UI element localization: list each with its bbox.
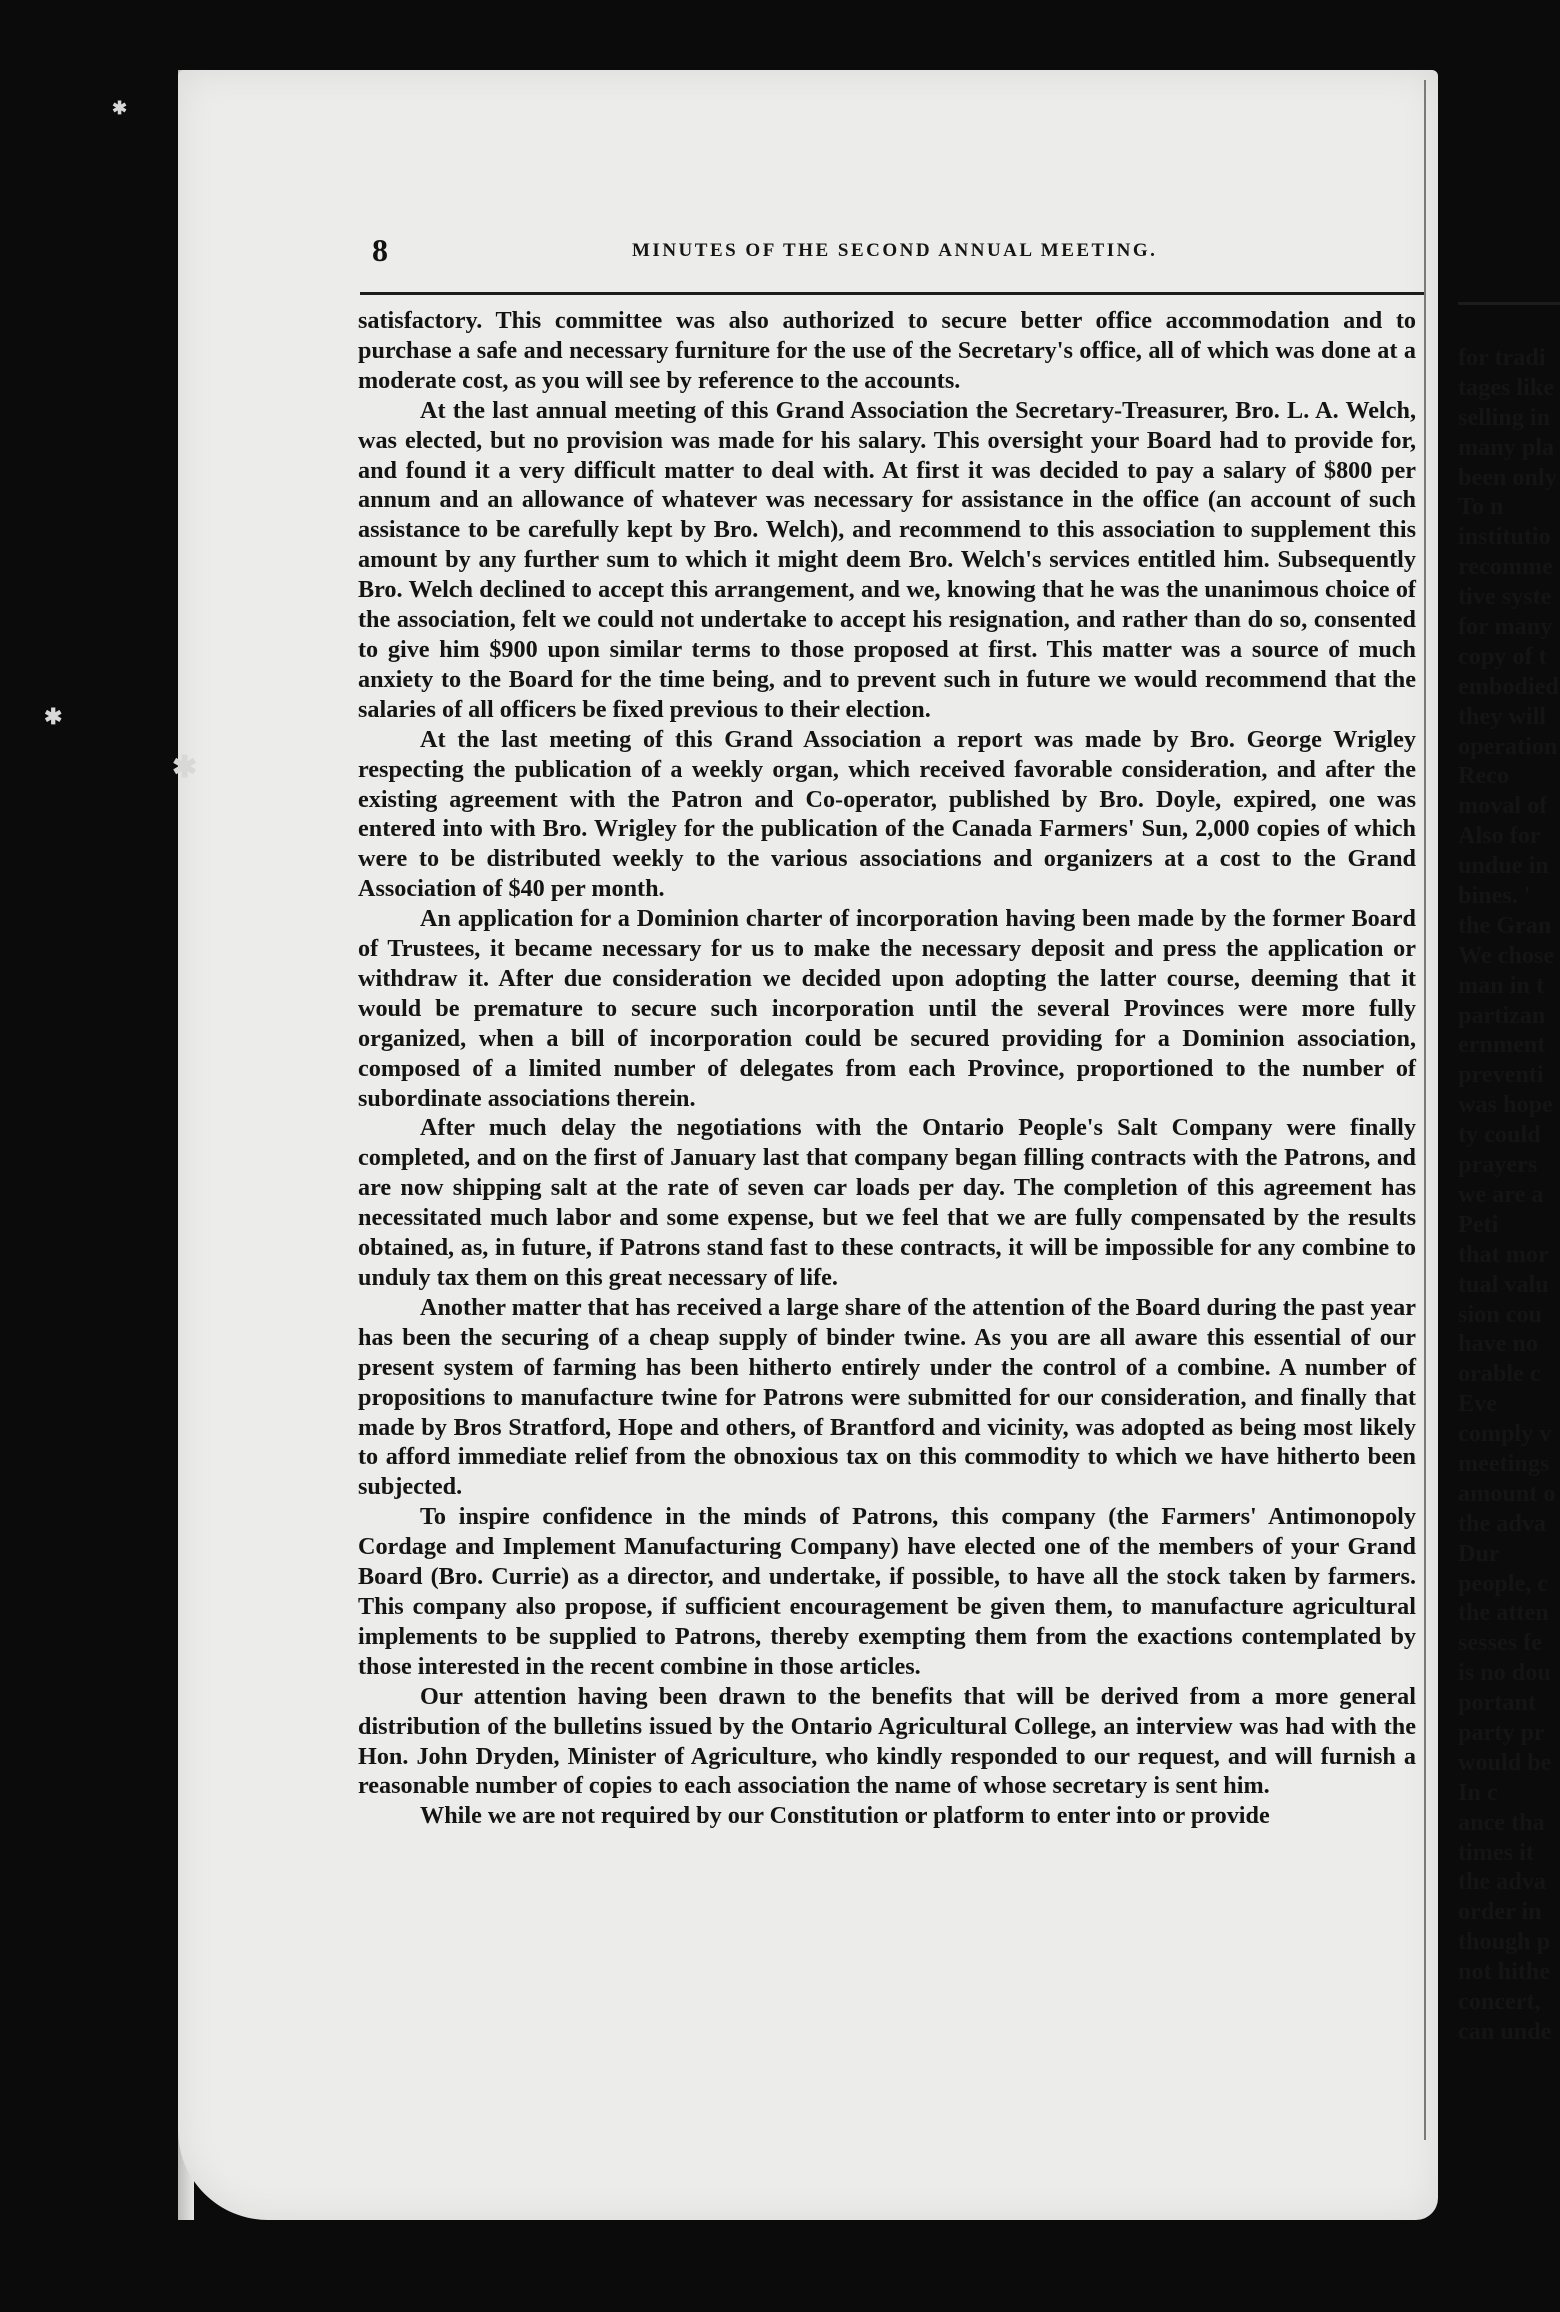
adjacent-line: comply v — [1458, 1420, 1552, 1448]
header-rule — [360, 292, 1424, 295]
adjacent-line: people, c — [1458, 1569, 1549, 1597]
adjacent-line: for many — [1458, 613, 1553, 641]
running-title: MINUTES OF THE SECOND ANNUAL MEETING. — [632, 240, 1158, 261]
margin-speck: ✱ — [172, 751, 198, 784]
adjacent-line: moval of — [1458, 792, 1548, 820]
paragraph: At the last meeting of this Grand Association a report was made by Bro. George Wrigley respecting the publication of a weekly organ, which received favorable consideration, and after the existing agreement with the Patron and Co-operator, published by Bro. Doyle, expired, one was entered into with Bro. Wrigley for the publication of the Canada Farmers' Sun, 2,000 copies of which were to be distributed weekly to the various associations and organizers at a cost to the Grand Association of $40 per month. — [358, 725, 1416, 903]
adjacent-line: sesses fe — [1458, 1629, 1542, 1657]
adjacent-header-rule — [1458, 302, 1560, 305]
adjacent-line: Reco — [1458, 762, 1510, 790]
paragraph: Another matter that has received a large share of the attention of the Board during the past year has been the securing of a cheap supply of binder twine. As you are all aware this essential of our present system of farming has been hitherto entirely under the control of a combine. A number of propositions to manufacture twine for Patrons were submitted for our consideration, and finally that made by Bros Stratford, Hope and others, of Brantford and vicinity, was adopted as being most likely to afford immediate relief from the obnoxious tax on this commodity to which we have hitherto been subjected. — [358, 1293, 1416, 1501]
adjacent-line: In c — [1458, 1778, 1498, 1806]
adjacent-line: was hope — [1458, 1091, 1553, 1119]
adjacent-line: tual valu — [1458, 1270, 1549, 1298]
adjacent-line: partizan — [1458, 1001, 1546, 1029]
page-number: 8 — [372, 232, 388, 268]
adjacent-line: preventi — [1458, 1061, 1544, 1089]
adjacent-line: would be — [1458, 1748, 1552, 1776]
adjacent-line: Also for — [1458, 822, 1541, 850]
adjacent-line: To n — [1458, 493, 1504, 521]
adjacent-line: man in t — [1458, 971, 1545, 999]
adjacent-line: the atten — [1458, 1599, 1549, 1627]
adjacent-line: prayers — [1458, 1151, 1538, 1179]
adjacent-line: many pla — [1458, 433, 1555, 461]
adjacent-line: ty could — [1458, 1121, 1541, 1149]
adjacent-line: amount o — [1458, 1479, 1556, 1507]
adjacent-line: Eve — [1458, 1390, 1497, 1418]
paragraph: After much delay the negotiations with the Ontario People's Salt Company were finally completed, and on the first of January last that company began filling contracts with the Patrons, and are now shipping salt at the rate of seven car loads per day. The completion of this agreement has necessitated much labor and some expense, but we feel that we are fully compensated by the results obtained, as, in future, if Patrons stand fast to these contracts, it will be impossible for any combine to unduly tax them on this great necessary of life. — [358, 1114, 1416, 1291]
column-divider — [1424, 80, 1426, 2140]
paragraph: Our attention having been drawn to the benefits that will be derived from a more general distribution of the bulletins issued by the Ontario Agricultural College, an interview was had with the Hon. John Dryden, Minister of Agriculture, who kindly responded to our request, and will furnish a reasonable number of copies to each association the name of whose secretary is sent him. — [358, 1682, 1416, 1800]
paragraph: At the last annual meeting of this Grand Association the Secretary-Treasurer, Bro. L. A. Welch, was elected, but no provision was made for his salary. This oversight your Board had to provide for, and found it a very difficult matter to deal with. At first it was decided to pay a salary of $800 per annum and an allowance of whatever was necessary for assistance in the office (an account of such assistance to be carefully kept by Bro. Welch), and recommend to this association to supplement this amount by any further sum to which it might deem Bro. Welch's services entitled him. Subsequently Bro. Welch declined to accept this arrangement, and we, knowing that he was the unanimous choice of the association, felt we could not undertake to accept his resignation, and rather than do so, consented to give him $900 upon similar terms to those proposed at first. This matter was a source of much anxiety to the Board for the time being, and to prevent such in future we would recommend that the salaries of all officers be fixed previous to their election. — [358, 396, 1416, 723]
adjacent-line: ance tha — [1458, 1808, 1545, 1836]
adjacent-line: institutio — [1458, 523, 1551, 551]
adjacent-line: not hithe — [1458, 1958, 1551, 1986]
paragraph: To inspire confidence in the minds of Patrons, this company (the Farmers' Antimonopoly Cordage and Implement Manufacturing Company) have elected one of the members of your Grand Board (Bro. Currie) as a director, and undertake, if possible, to have all the stock taken by farmers. This company also propose, if sufficient encouragement be given them, to manufacture agricultural implements to be supplied to Patrons, thereby exempting them from the exactions contemplated by those interested in the recent combine in those articles. — [358, 1503, 1416, 1680]
paragraph: While we are not required by our Constitution or platform to enter into or provide — [420, 1802, 1270, 1830]
margin-speck: ✱ — [112, 98, 128, 118]
adjacent-line: is no dou — [1458, 1659, 1551, 1687]
adjacent-line: party pr — [1458, 1718, 1545, 1746]
margin-speck: ✱ — [44, 704, 63, 729]
adjacent-line: been only — [1458, 463, 1557, 491]
adjacent-line: order in — [1458, 1898, 1542, 1926]
adjacent-line: portant — [1458, 1689, 1536, 1717]
main-text-column — [358, 306, 1416, 1831]
adjacent-line: embodied — [1458, 672, 1559, 700]
adjacent-line: Peti — [1458, 1210, 1499, 1238]
adjacent-line: we are a — [1458, 1180, 1544, 1208]
adjacent-line: bines. ' — [1458, 882, 1531, 910]
adjacent-line: sion cou — [1458, 1300, 1543, 1328]
adjacent-line: Dur — [1458, 1539, 1500, 1567]
adjacent-line: though p — [1458, 1928, 1551, 1956]
adjacent-line: recomme — [1458, 553, 1553, 581]
adjacent-line: undue in — [1458, 852, 1549, 880]
adjacent-line: tive syste — [1458, 583, 1552, 611]
adjacent-line: for tradi — [1458, 344, 1546, 371]
adjacent-line: selling in — [1458, 403, 1551, 431]
adjacent-line: they will — [1458, 702, 1547, 730]
adjacent-line: the adva — [1458, 1868, 1547, 1896]
adjacent-line: times it — [1458, 1838, 1534, 1866]
adjacent-line: concert, — [1458, 1987, 1541, 2015]
adjacent-page-column — [1458, 306, 1560, 2045]
adjacent-line: can unde — [1458, 2017, 1552, 2045]
adjacent-line: the Gran — [1458, 911, 1552, 939]
adjacent-line: We chose — [1458, 941, 1555, 969]
paragraph: An application for a Dominion charter of incorporation having been made by the former Board of Trustees, it became necessary for us to make the necessary deposit and press the application or withdraw it. After due consideration we decided upon adopting the latter course, deeming that it would be premature to secure such incorporation until the several Provinces were more fully organized, when a bill of incorporation could be secured providing for a Dominion association, composed of a limited number of delegates from each Province, proportioned to the number of subordinate associations therein. — [358, 905, 1416, 1112]
adjacent-line: have no — [1458, 1330, 1538, 1358]
adjacent-line: meetings — [1458, 1449, 1550, 1477]
adjacent-line: orable c — [1458, 1360, 1541, 1388]
adjacent-line: that mor — [1458, 1240, 1549, 1268]
paragraph: satisfactory. This committee was also authorized to secure better office accommodation and to purchase a safe and necessary furniture for the use of the Secretary's office, all of which was done at a moderate cost, as you will see by reference to the accounts. — [358, 307, 1416, 394]
adjacent-line: ernment — [1458, 1031, 1546, 1059]
adjacent-line: tages like — [1458, 373, 1555, 401]
adjacent-line: operation — [1458, 732, 1558, 760]
adjacent-line: copy of t — [1458, 642, 1547, 670]
adjacent-line: the adva — [1458, 1509, 1547, 1537]
